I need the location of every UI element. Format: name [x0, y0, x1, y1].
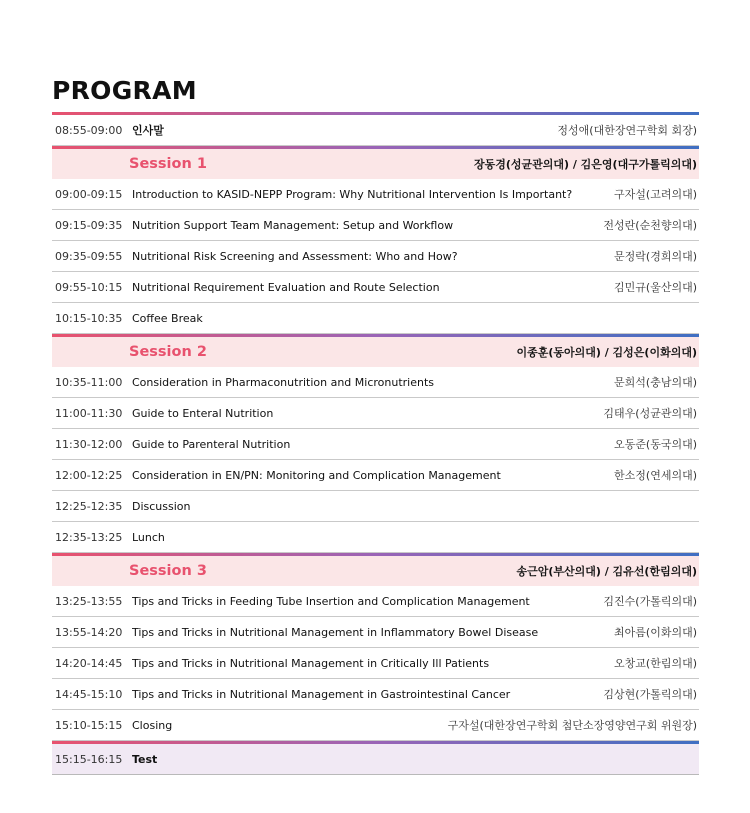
table-row — [52, 398, 699, 429]
row-time: 12:25-12:35 — [55, 499, 123, 513]
row-speaker: 김진수(가톨릭의대) — [603, 595, 697, 608]
row-time: 10:35-11:00 — [55, 375, 123, 389]
row-speaker: 최아름(이화의대) — [614, 626, 697, 639]
row-speaker: 김태우(성균관의대) — [603, 407, 697, 420]
session-2-header — [52, 337, 699, 367]
table-row — [52, 241, 699, 272]
row-topic: Introduction to KASID-NEPP Program: Why Nutritional Intervention Is Important? — [132, 187, 573, 201]
table-row — [52, 679, 699, 710]
opening-topic: 인사말 — [132, 124, 164, 137]
table-row — [52, 210, 699, 241]
row-topic: Lunch — [132, 530, 165, 544]
row-topic: Tips and Tricks in Nutritional Management in Inflammatory Bowel Disease — [132, 625, 539, 639]
row-time: 13:25-13:55 — [55, 594, 123, 608]
row-speaker: 문희석(충남의대) — [614, 376, 697, 389]
session-chairs: 장동경(성균관의대) / 김은영(대구가톨릭의대) — [473, 158, 697, 171]
row-topic: Nutrition Support Team Management: Setup and Workflow — [132, 218, 454, 232]
row-speaker: 김민규(울산의대) — [614, 281, 697, 294]
row-time: 09:15-09:35 — [55, 218, 123, 232]
row-topic: Consideration in EN/PN: Monitoring and Complication Management — [132, 468, 501, 482]
program-table — [52, 112, 699, 775]
row-time: 14:45-15:10 — [55, 687, 123, 701]
table-row — [52, 179, 699, 210]
table-row — [52, 648, 699, 679]
opening-row — [52, 115, 699, 146]
row-time: 09:55-10:15 — [55, 280, 123, 294]
row-time: 12:00-12:25 — [55, 468, 123, 482]
row-speaker: 오동준(동국의대) — [614, 438, 697, 451]
table-row — [52, 429, 699, 460]
row-speaker: 오창교(한림의대) — [614, 657, 697, 670]
table-row — [52, 522, 699, 553]
row-topic: Tips and Tricks in Nutritional Management in Gastrointestinal Cancer — [132, 687, 511, 701]
row-topic: Tips and Tricks in Nutritional Management in Critically Ill Patients — [132, 656, 490, 670]
row-time: 14:20-14:45 — [55, 656, 123, 670]
row-time: 15:10-15:15 — [55, 718, 123, 732]
opening-time: 08:55-09:00 — [55, 123, 123, 137]
row-time: 09:35-09:55 — [55, 249, 123, 263]
row-topic: Nutritional Risk Screening and Assessment: Who and How? — [132, 249, 458, 263]
opening-speaker: 정성애(대한장연구학회 회장) — [557, 124, 697, 137]
row-topic: Consideration in Pharmaconutrition and Micronutrients — [132, 375, 435, 389]
row-topic: Guide to Enteral Nutrition — [132, 406, 274, 420]
row-time: 12:35-13:25 — [55, 530, 123, 544]
row-topic: Coffee Break — [132, 311, 203, 325]
row-speaker: 김상현(가톨릭의대) — [603, 688, 697, 701]
table-row — [52, 710, 699, 741]
session-3-header — [52, 556, 699, 586]
test-row — [52, 744, 699, 775]
page-title: PROGRAM — [52, 76, 197, 105]
row-speaker: 전성란(순천향의대) — [603, 219, 697, 232]
session-name: Session 3 — [129, 563, 207, 579]
session-name: Session 2 — [129, 344, 207, 360]
row-time: 09:00-09:15 — [55, 187, 123, 201]
row-time: 13:55-14:20 — [55, 625, 123, 639]
row-topic: Guide to Parenteral Nutrition — [132, 437, 291, 451]
table-row — [52, 272, 699, 303]
table-row — [52, 303, 699, 334]
row-speaker: 한소정(연세의대) — [614, 469, 697, 482]
test-time: 15:15-16:15 — [55, 752, 123, 766]
row-time: 10:15-10:35 — [55, 311, 123, 325]
row-speaker: 문정락(경희의대) — [614, 250, 697, 263]
row-topic: Closing — [132, 718, 173, 732]
table-row — [52, 617, 699, 648]
session-chairs: 이종훈(동아의대) / 김성은(이화의대) — [516, 346, 697, 359]
table-row — [52, 367, 699, 398]
session-1-header — [52, 149, 699, 179]
table-row — [52, 586, 699, 617]
row-topic: Discussion — [132, 499, 191, 513]
row-time: 11:00-11:30 — [55, 406, 123, 420]
row-topic: Tips and Tricks in Feeding Tube Insertion and Complication Management — [132, 594, 530, 608]
session-chairs: 송근암(부산의대) / 김유선(한림의대) — [516, 565, 697, 578]
row-speaker: 구자설(대한장연구학회 첨단소장영양연구회 위원장) — [447, 719, 697, 732]
table-row — [52, 460, 699, 491]
table-row — [52, 491, 699, 522]
row-speaker: 구자설(고려의대) — [614, 188, 697, 201]
row-topic: Nutritional Requirement Evaluation and Route Selection — [132, 280, 440, 294]
test-topic: Test — [132, 752, 158, 766]
session-name: Session 1 — [129, 156, 207, 172]
row-time: 11:30-12:00 — [55, 437, 123, 451]
